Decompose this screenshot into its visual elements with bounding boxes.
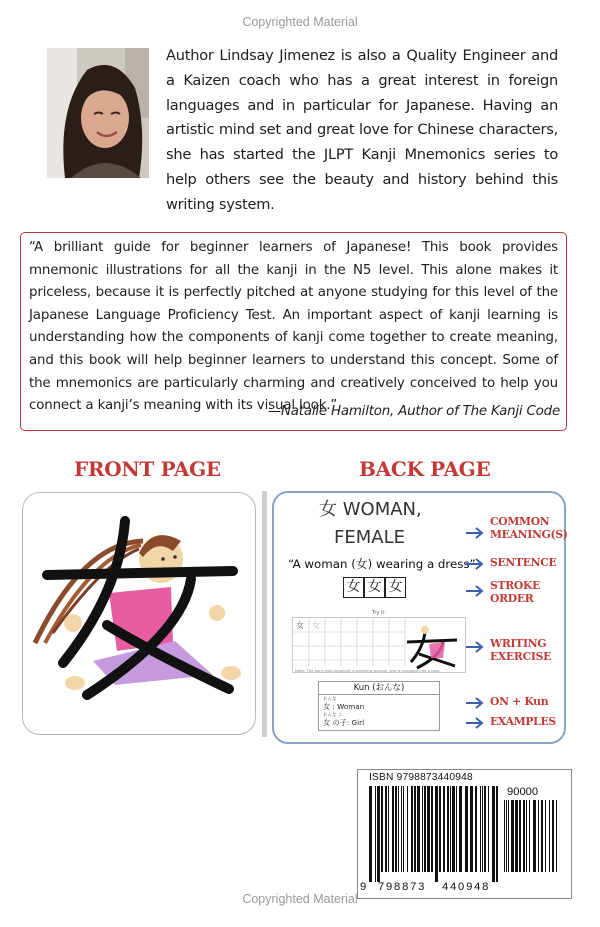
stroke-step-3: 女 [385, 577, 406, 598]
barcode-bar [465, 786, 468, 872]
stroke-order-boxes [343, 577, 406, 598]
barcode-bar [504, 800, 505, 872]
barcode-bar [556, 800, 557, 872]
watermark-bottom: Copyrighted Material [242, 892, 358, 906]
stroke-step-1: 女 [343, 577, 364, 598]
barcode-bar [492, 786, 495, 882]
barcode-bar [395, 786, 397, 872]
barcode-bar [538, 800, 539, 872]
barcode-bar [414, 786, 416, 872]
barcode-bar [452, 786, 455, 872]
barcode-bar [470, 786, 473, 872]
label-common-meanings: COMMON MEANING(S) [490, 515, 568, 541]
barcode-bar [549, 800, 550, 872]
practice-sheet-note: Note: The kanji was originally a kneeling woman; she is changed into a bow. [295, 668, 441, 673]
barcode-bar [375, 786, 376, 882]
page-divider [262, 491, 267, 737]
barcode-bar [403, 786, 404, 872]
isbn-label: ISBN 9798873440948 [369, 772, 473, 783]
barcode-bar [392, 786, 394, 872]
practice-glyph-2: 女 [312, 621, 320, 630]
isbn-barcode [357, 769, 572, 899]
barcode-bar [417, 786, 420, 872]
stroke-step-2: 女 [364, 577, 385, 598]
barcode-addon-bars [504, 800, 560, 882]
barcode-bar [515, 800, 518, 872]
label-sentence: SENTENCE [490, 556, 557, 569]
try-it-label: Try it: [372, 610, 386, 616]
barcode-bars [369, 786, 499, 882]
review-quote-box [20, 232, 567, 431]
label-writing-exercise: WRITING EXERCISE [490, 637, 552, 663]
barcode-bar [450, 786, 451, 872]
arrow-right-icon [466, 641, 486, 653]
barcode-bar [401, 786, 402, 872]
barcode-bar [407, 786, 408, 872]
barcode-bar [506, 800, 507, 872]
barcode-bar [447, 786, 449, 872]
barcode-digits-right: 440948 [442, 881, 491, 893]
label-stroke-order: STROKE ORDER [490, 579, 541, 605]
barcode-bar [443, 786, 445, 872]
barcode-digits-left: 798873 [378, 881, 427, 893]
barcode-bar [480, 786, 481, 872]
front-page-card [22, 492, 256, 735]
barcode-bar [475, 786, 477, 872]
barcode-bar [511, 800, 514, 872]
arrow-right-icon [466, 558, 486, 570]
kanji-meaning-line1 [319, 499, 422, 521]
example-2-furigana: おんな こ [323, 713, 343, 718]
barcode-bar [369, 786, 372, 882]
back-page-heading: BACK PAGE [359, 457, 491, 481]
barcode-bar [508, 800, 509, 872]
barcode-bar [422, 786, 423, 872]
barcode-bar [398, 786, 399, 872]
reading-header: Kun (おんな) [319, 682, 439, 695]
barcode-bar [519, 800, 521, 872]
practice-glyph-1: 女 [296, 621, 304, 630]
kanji-glyph: 女 [319, 499, 337, 520]
barcode-bar [526, 800, 527, 872]
arrow-right-icon [466, 717, 486, 729]
mnemonic-sentence: “A woman (女) wearing a dress” [288, 557, 476, 571]
barcode-bar [482, 786, 483, 872]
front-page-heading: FRONT PAGE [74, 457, 221, 481]
review-attribution: —Natalie Hamilton, Author of The Kanji Code [267, 404, 560, 419]
author-photo [47, 48, 149, 178]
meaning-line2: FEMALE [334, 527, 405, 548]
barcode-bar [529, 800, 530, 872]
barcode-bar [424, 786, 426, 872]
barcode-bar [431, 786, 433, 872]
readings-box [318, 681, 440, 731]
example-1-furigana: おんな [323, 697, 337, 702]
barcode-bar [541, 800, 543, 872]
meaning-line1: WOMAN, [342, 499, 422, 520]
barcode-bar [385, 786, 387, 872]
label-examples: EXAMPLES [490, 715, 556, 728]
watermark-top: Copyrighted Material [242, 15, 358, 29]
barcode-bar [533, 800, 536, 872]
barcode-bar [484, 786, 486, 872]
example-1: 女 : Woman [323, 702, 365, 711]
writing-practice-sheet [292, 617, 466, 673]
barcode-bar [381, 786, 383, 872]
review-quote: “A brilliant guide for beginner learners of Japanese! This book provides mnemonic illustrations for all the kanji in the N5 level. This alone makes it priceless, because it is perfectly pitched at anyone studying for this level of the Japanese Language Proficiency Test. An important aspect of kanji learning is understanding how the components of kanji come together to create meaning, and this book will help beginner learners to understand this concept. Some of the mnemonics are particularly charming and creatively conceived to help you connect a kanji’s meaning with its visual look.” [29, 240, 558, 414]
barcode-digit-lead: 9 [360, 881, 367, 893]
barcode-bar [388, 786, 389, 872]
barcode-addon-number: 90000 [507, 786, 539, 798]
barcode-bar [427, 786, 430, 872]
arrow-right-icon [466, 585, 486, 597]
barcode-bar [552, 800, 554, 872]
barcode-bar [523, 800, 525, 872]
author-bio: Author Lindsay Jimenez is also a Quality Engineer and a Kaizen coach who has a great interest in foreign languages and in particular for Japanese. Having an artistic mind set and great love for Chinese characters, she has started the JLPT Kanji Mnemonics series to help others see the beauty and history behind this writing system. [166, 47, 558, 213]
label-on-kun: ON + Kun [490, 695, 549, 708]
barcode-bar [435, 786, 438, 882]
barcode-bar [411, 786, 413, 872]
arrow-right-icon [466, 527, 486, 539]
barcode-bar [377, 786, 380, 882]
barcode-bar [488, 786, 489, 872]
barcode-bar [545, 800, 546, 872]
kanji-mnemonic-illustration [23, 493, 256, 735]
barcode-bar [496, 786, 498, 882]
example-2: 女 の子: Girl [323, 718, 365, 727]
barcode-bar [439, 786, 441, 872]
barcode-bar [459, 786, 462, 872]
back-page-card [272, 491, 566, 744]
barcode-bar [456, 786, 457, 872]
arrow-right-icon [466, 697, 486, 709]
